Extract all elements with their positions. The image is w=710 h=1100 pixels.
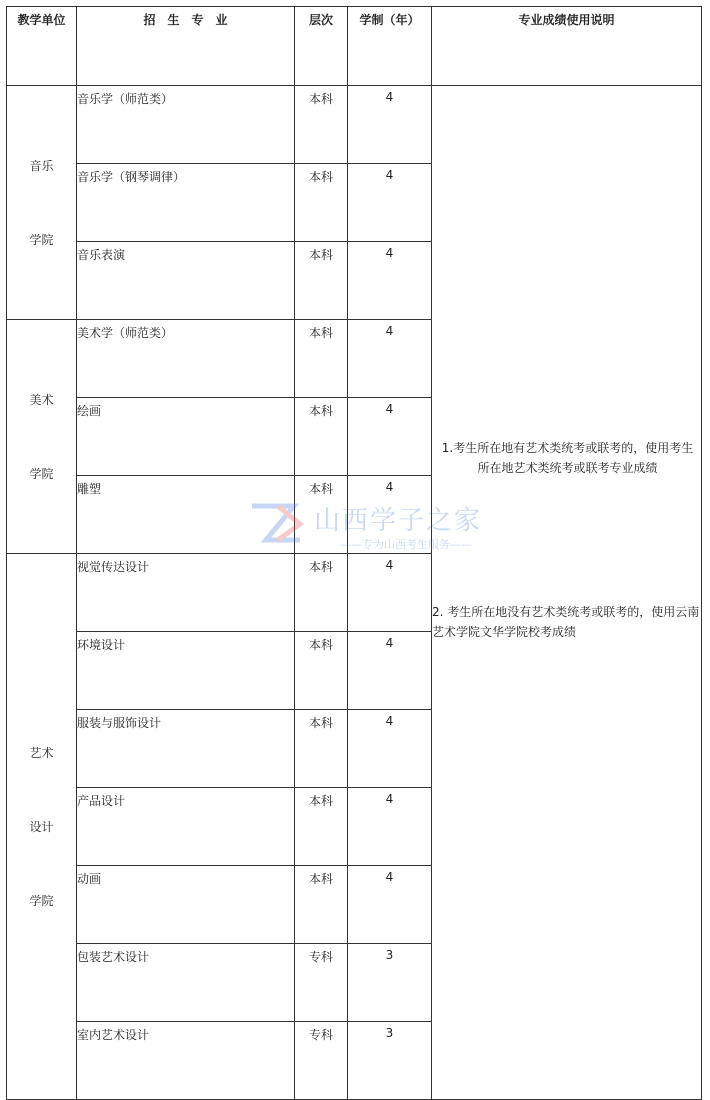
years-cell: 4 [348, 476, 432, 554]
major-cell: 视觉传达设计 [77, 554, 295, 632]
major-cell: 雕塑 [77, 476, 295, 554]
major-cell: 产品设计 [77, 788, 295, 866]
level-cell: 本科 [295, 476, 348, 554]
level-cell: 本科 [295, 242, 348, 320]
level-cell: 本科 [295, 788, 348, 866]
level-cell: 本科 [295, 632, 348, 710]
years-cell: 4 [348, 632, 432, 710]
years-cell: 4 [348, 710, 432, 788]
teaching-unit-line: 学院 [29, 466, 54, 481]
header-years: 学制（年） [348, 7, 432, 86]
header-desc: 专业成绩使用说明 [432, 7, 702, 86]
watermark-subtitle: ——专为山西考生服务—— [340, 538, 472, 551]
teaching-unit-cell [7, 320, 77, 554]
major-cell: 音乐表演 [77, 242, 295, 320]
note-2: 2. 考生所在地没有艺术类统考或联考的，使用云南艺术学院文华学院校考成绩 [432, 605, 700, 639]
teaching-unit-line: 学院 [29, 893, 54, 908]
level-cell: 本科 [295, 164, 348, 242]
teaching-unit-line: 美术 [29, 392, 54, 407]
teaching-unit-line: 音乐 [29, 158, 54, 173]
major-cell: 音乐学（师范类） [77, 86, 295, 164]
watermark-title: 山西学子之家 [314, 506, 483, 536]
level-cell: 本科 [295, 86, 348, 164]
years-cell: 4 [348, 554, 432, 632]
years-cell: 4 [348, 164, 432, 242]
level-cell: 专科 [295, 1022, 348, 1100]
years-cell: 4 [348, 320, 432, 398]
header-major: 招 生 专 业 [77, 7, 295, 86]
level-cell: 专科 [295, 944, 348, 1022]
major-cell: 环境设计 [77, 632, 295, 710]
table-body [7, 86, 702, 1100]
enrollment-table [6, 6, 702, 1100]
level-cell: 本科 [295, 554, 348, 632]
teaching-unit-cell [7, 86, 77, 320]
teaching-unit-line: 学院 [29, 232, 54, 247]
major-cell: 动画 [77, 866, 295, 944]
years-cell: 4 [348, 242, 432, 320]
note-1: 1.考生所在地有艺术类统考或联考的，使用考生所在地艺术类统考或联考专业成绩 [441, 441, 694, 475]
header-row [7, 7, 702, 86]
major-cell: 包装艺术设计 [77, 944, 295, 1022]
level-cell: 本科 [295, 710, 348, 788]
major-cell: 绘画 [77, 398, 295, 476]
major-cell: 美术学（师范类） [77, 320, 295, 398]
years-cell: 4 [348, 866, 432, 944]
years-cell: 4 [348, 86, 432, 164]
score-usage-notes-cell [432, 86, 702, 1100]
level-cell: 本科 [295, 320, 348, 398]
level-cell: 本科 [295, 398, 348, 476]
years-cell: 4 [348, 788, 432, 866]
major-cell: 音乐学（钢琴调律） [77, 164, 295, 242]
level-cell: 本科 [295, 866, 348, 944]
table-row [7, 86, 702, 164]
header-unit: 教学单位 [7, 7, 77, 86]
years-cell: 3 [348, 1022, 432, 1100]
teaching-unit-cell [7, 554, 77, 1100]
teaching-unit-line: 艺术 [29, 745, 54, 760]
major-cell: 服装与服饰设计 [77, 710, 295, 788]
major-cell: 室内艺术设计 [77, 1022, 295, 1100]
teaching-unit-line: 设计 [29, 819, 54, 834]
header-level: 层次 [295, 7, 348, 86]
years-cell: 4 [348, 398, 432, 476]
years-cell: 3 [348, 944, 432, 1022]
